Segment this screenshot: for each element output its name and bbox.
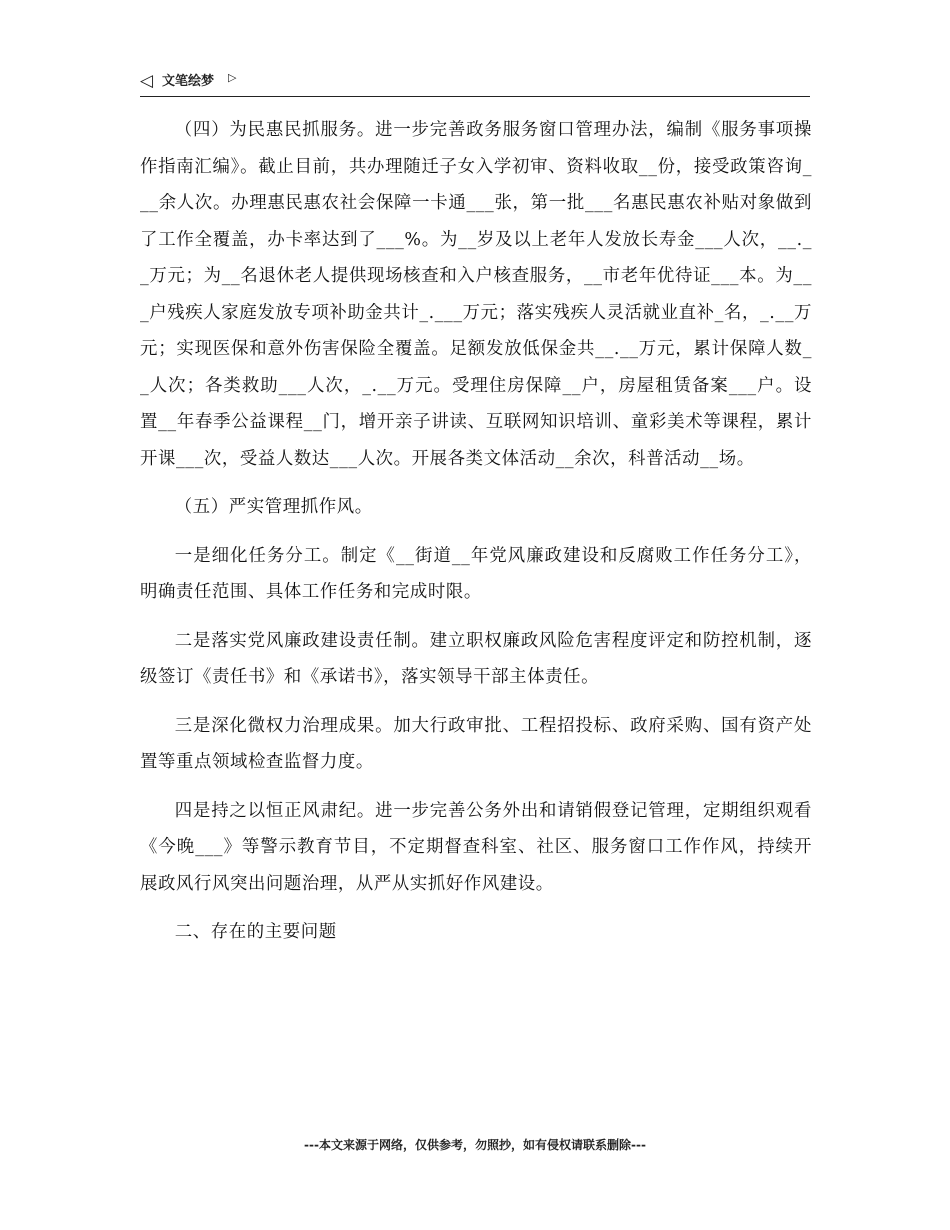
page-header bbox=[140, 70, 810, 97]
left-triangle-icon: ◁ bbox=[140, 71, 154, 91]
document-body bbox=[140, 112, 812, 963]
paragraph-task-division: 一是细化任务分工。制定《__街道__年党风廉政建设和反腐败工作任务分工》，明确责任范围、具体工作任务和完成时限。 bbox=[140, 545, 812, 602]
footer-disclaimer: ---本文来源于网络，仅供参考，勿照抄，如有侵权请联系删除--- bbox=[304, 1138, 646, 1152]
paragraph-micro-power: 三是深化微权力治理成果。加大行政审批、工程招投标、政府采购、国有资产处置等重点领域检查监督力度。 bbox=[140, 715, 812, 772]
paragraph-problems-heading: 二、存在的主要问题 bbox=[174, 922, 337, 942]
paragraph-responsibility: 二是落实党风廉政建设责任制。建立职权廉政风险危害程度评定和防控机制，逐级签订《责任书》和《承诺书》，落实领导干部主体责任。 bbox=[140, 630, 812, 687]
brand-name: 文笔绘梦 bbox=[162, 74, 215, 89]
paragraph-discipline: 四是持之以恒正风肃纪。进一步完善公务外出和请销假登记管理，定期组织观看《今晚___》等警示教育节目，不定期督查科室、社区、服务窗口工作作风，持续开展政风行风突出问题治理，从严从实抓好作风建设。 bbox=[140, 800, 812, 894]
paragraph-service: （四）为民惠民抓服务。进一步完善政务服务窗口管理办法，编制《服务事项操作指南汇编》。截止目前，共办理随迁子女入学初审、资料收取__份，接受政策咨询___余人次。办理惠民惠农社会保障一卡通___张，第一批___名惠民惠农补贴对象做到了工作全覆盖，办卡率达到了___%。为__岁及以上老年人发放长寿金___人次，__.__万元；为__名退休老人提供现场核查和入户核查服务，__市老年优待证___本。为___户残疾人家庭发放专项补助金共计_.___万元；落实残疾人灵活就业直补_名，_.__万元；实现医保和意外伤害保险全覆盖。足额发放低保金共__.__万元，累计保障人数__人次；各类救助___人次，_.__万元。受理住房保障__户，房屋租赁备案___户。设置__年春季公益课程__门，增开亲子讲读、互联网知识培训、童彩美术等课程，累计开课___次，受益人数达___人次。开展各类文体活动__余次，科普活动__场。 bbox=[140, 120, 812, 469]
right-triangle-icon: ▷ bbox=[228, 71, 237, 84]
paragraph-section-heading: （五）严实管理抓作风。 bbox=[174, 497, 373, 517]
